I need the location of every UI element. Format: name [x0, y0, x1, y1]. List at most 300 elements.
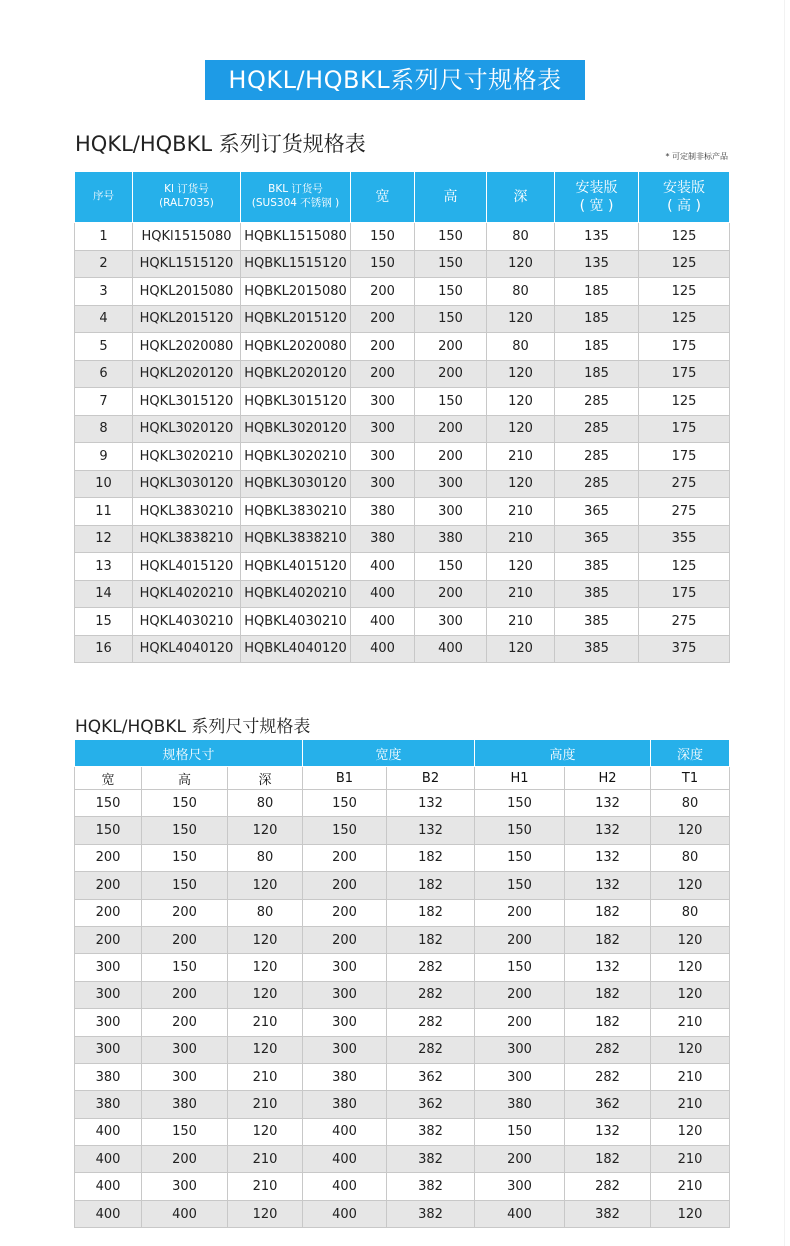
table-row	[75, 580, 730, 608]
table-cell: 200	[415, 360, 487, 388]
table-cell: 365	[555, 525, 639, 553]
table-cell: 150	[475, 872, 565, 899]
dimension-subheader-row	[75, 767, 730, 790]
table-cell: 175	[639, 443, 730, 471]
table-cell: 300	[303, 1036, 387, 1063]
dimension-table-title: HQKL/HQBKL 系列尺寸规格表	[75, 717, 311, 737]
table-row	[75, 1173, 730, 1200]
table-cell: 400	[415, 635, 487, 663]
table-cell: 5	[75, 333, 133, 361]
table-row	[75, 1091, 730, 1118]
table-cell: 150	[415, 553, 487, 581]
table-cell: 120	[651, 817, 730, 844]
table-cell: 300	[351, 443, 415, 471]
custom-note: * 可定制非标产品	[665, 152, 728, 161]
table-cell: 175	[639, 415, 730, 443]
table-cell: 150	[142, 872, 228, 899]
table-cell: 132	[565, 954, 651, 981]
table-cell: 182	[565, 981, 651, 1008]
header-line-1: 深	[513, 188, 528, 205]
table-cell: 16	[75, 635, 133, 663]
table-cell: 80	[651, 844, 730, 871]
table-cell: 210	[651, 1091, 730, 1118]
table-cell: 150	[475, 844, 565, 871]
table-cell: 380	[475, 1091, 565, 1118]
table-cell: 300	[142, 1063, 228, 1090]
table-cell: 385	[555, 580, 639, 608]
table-row	[75, 1063, 730, 1090]
table-cell: HQBKL2020120	[241, 360, 351, 388]
table-cell: 185	[555, 360, 639, 388]
table-cell: 125	[639, 223, 730, 251]
table-cell: HQBKL3015120	[241, 388, 351, 416]
table-cell: 382	[387, 1118, 475, 1145]
dimension-subheader: H1	[475, 767, 565, 790]
table-cell: 282	[565, 1173, 651, 1200]
table-row	[75, 443, 730, 471]
table-cell: 300	[75, 954, 142, 981]
table-cell: 285	[555, 388, 639, 416]
table-cell: 7	[75, 388, 133, 416]
table-cell: 9	[75, 443, 133, 471]
table-cell: 210	[228, 1173, 303, 1200]
table-cell: 300	[475, 1173, 565, 1200]
table-cell: 200	[475, 981, 565, 1008]
table-cell: 300	[75, 1009, 142, 1036]
table-cell: 300	[75, 981, 142, 1008]
table-cell: HQKl1515080	[133, 223, 241, 251]
table-cell: 275	[639, 470, 730, 498]
table-cell: 380	[75, 1063, 142, 1090]
table-cell: 175	[639, 360, 730, 388]
table-cell: 275	[639, 608, 730, 636]
table-row	[75, 817, 730, 844]
table-cell: 200	[303, 844, 387, 871]
table-cell: 1	[75, 223, 133, 251]
table-cell: 132	[565, 817, 651, 844]
table-cell: 80	[487, 278, 555, 306]
table-cell: HQKL4020210	[133, 580, 241, 608]
table-cell: 282	[565, 1063, 651, 1090]
dimension-group-header: 宽度	[303, 740, 475, 767]
table-cell: 382	[387, 1146, 475, 1173]
table-cell: 120	[228, 954, 303, 981]
table-cell: HQBKL2015080	[241, 278, 351, 306]
table-cell: HQKL4030210	[133, 608, 241, 636]
table-cell: 210	[228, 1009, 303, 1036]
table-cell: HQKL3015120	[133, 388, 241, 416]
table-cell: HQBKL2020080	[241, 333, 351, 361]
header-line-1: BKL 订货号	[268, 183, 323, 196]
order-table-header-cell	[487, 172, 555, 223]
table-cell: 150	[475, 790, 565, 817]
header-line-1: 序号	[93, 190, 114, 203]
header-line-1: 安装版	[575, 179, 618, 196]
table-cell: 300	[475, 1036, 565, 1063]
table-cell: 120	[228, 1118, 303, 1145]
table-cell: 200	[475, 926, 565, 953]
table-cell: 200	[142, 981, 228, 1008]
table-cell: 285	[555, 415, 639, 443]
table-cell: 400	[303, 1173, 387, 1200]
table-cell: 150	[415, 278, 487, 306]
table-row	[75, 498, 730, 526]
table-cell: 210	[228, 1063, 303, 1090]
table-row	[75, 981, 730, 1008]
table-cell: HQKL3830210	[133, 498, 241, 526]
table-cell: 282	[387, 981, 475, 1008]
table-cell: HQBKL4015120	[241, 553, 351, 581]
dimension-subheader: 高	[142, 767, 228, 790]
table-cell: HQKL3838210	[133, 525, 241, 553]
table-cell: 120	[487, 360, 555, 388]
table-cell: HQBKL4030210	[241, 608, 351, 636]
table-cell: 13	[75, 553, 133, 581]
dimension-spec-table	[74, 739, 730, 1228]
table-cell: HQBKL3020210	[241, 443, 351, 471]
table-row	[75, 388, 730, 416]
header-line-1: 宽	[375, 188, 390, 205]
table-cell: 282	[387, 1009, 475, 1036]
table-row	[75, 278, 730, 306]
table-cell: 380	[351, 498, 415, 526]
table-cell: 150	[142, 1118, 228, 1145]
table-cell: HQKL2015080	[133, 278, 241, 306]
table-cell: 375	[639, 635, 730, 663]
table-cell: 380	[303, 1063, 387, 1090]
order-table-body	[75, 223, 730, 663]
table-row	[75, 553, 730, 581]
table-cell: 300	[351, 415, 415, 443]
table-cell: 300	[303, 981, 387, 1008]
table-cell: 400	[75, 1146, 142, 1173]
table-cell: 6	[75, 360, 133, 388]
table-cell: 200	[351, 278, 415, 306]
table-cell: 385	[555, 635, 639, 663]
table-cell: 210	[487, 525, 555, 553]
table-cell: 150	[75, 790, 142, 817]
table-cell: 210	[651, 1063, 730, 1090]
table-cell: 135	[555, 223, 639, 251]
table-cell: 150	[415, 388, 487, 416]
table-cell: 400	[303, 1200, 387, 1227]
table-cell: 120	[487, 388, 555, 416]
table-cell: 200	[351, 333, 415, 361]
table-cell: 400	[75, 1118, 142, 1145]
table-cell: 400	[75, 1173, 142, 1200]
header-line-2: ( 宽 )	[579, 198, 614, 214]
dimension-group-header-row	[75, 740, 730, 767]
table-cell: 200	[415, 580, 487, 608]
table-row	[75, 790, 730, 817]
table-cell: 182	[387, 926, 475, 953]
table-cell: 80	[487, 223, 555, 251]
table-cell: 150	[303, 817, 387, 844]
table-cell: 382	[387, 1200, 475, 1227]
table-cell: HQKL2020080	[133, 333, 241, 361]
table-cell: HQBKL1515080	[241, 223, 351, 251]
table-cell: 120	[651, 981, 730, 1008]
table-cell: 120	[487, 305, 555, 333]
order-table-header-cell	[639, 172, 730, 223]
table-cell: 120	[228, 817, 303, 844]
table-cell: 120	[651, 1036, 730, 1063]
table-cell: 120	[651, 1118, 730, 1145]
table-cell: 120	[651, 1200, 730, 1227]
table-cell: HQBKL3020120	[241, 415, 351, 443]
dimension-group-header: 高度	[475, 740, 651, 767]
table-cell: 132	[565, 872, 651, 899]
table-cell: 400	[75, 1200, 142, 1227]
order-table-header-cell	[75, 172, 133, 223]
header-line-1: 安装版	[663, 179, 705, 196]
table-cell: 185	[555, 305, 639, 333]
table-cell: 3	[75, 278, 133, 306]
table-cell: 355	[639, 525, 730, 553]
header-line-2: (RAL7035)	[159, 197, 214, 209]
table-cell: 80	[651, 790, 730, 817]
table-cell: 400	[351, 635, 415, 663]
table-cell: 210	[228, 1146, 303, 1173]
order-table-header-row	[75, 172, 730, 223]
order-table-header-cell	[415, 172, 487, 223]
table-cell: 210	[487, 498, 555, 526]
dimension-subheader: B1	[303, 767, 387, 790]
table-cell: 400	[351, 553, 415, 581]
table-cell: 120	[487, 250, 555, 278]
table-cell: 185	[555, 278, 639, 306]
table-row	[75, 1036, 730, 1063]
table-cell: 210	[651, 1146, 730, 1173]
table-cell: 8	[75, 415, 133, 443]
table-cell: 150	[351, 223, 415, 251]
table-cell: 210	[487, 443, 555, 471]
order-table-header-cell	[133, 172, 241, 223]
table-cell: 80	[651, 899, 730, 926]
table-cell: 120	[487, 553, 555, 581]
table-cell: 282	[387, 1036, 475, 1063]
table-cell: 300	[75, 1036, 142, 1063]
table-cell: HQKL2020120	[133, 360, 241, 388]
table-cell: 120	[487, 635, 555, 663]
table-cell: 150	[142, 817, 228, 844]
table-cell: 11	[75, 498, 133, 526]
table-cell: 125	[639, 250, 730, 278]
table-cell: HQKL1515120	[133, 250, 241, 278]
table-cell: 182	[387, 844, 475, 871]
table-cell: 175	[639, 580, 730, 608]
header-line-2: ( 高 )	[667, 198, 701, 214]
table-cell: 15	[75, 608, 133, 636]
table-cell: 200	[351, 305, 415, 333]
order-table-title: HQKL/HQBKL 系列订货规格表	[75, 132, 366, 156]
table-row	[75, 1009, 730, 1036]
table-cell: 362	[565, 1091, 651, 1118]
table-cell: 200	[303, 872, 387, 899]
table-cell: HQBKL3830210	[241, 498, 351, 526]
order-table-header-cell	[351, 172, 415, 223]
table-cell: 135	[555, 250, 639, 278]
table-cell: 200	[351, 360, 415, 388]
table-cell: 182	[565, 1009, 651, 1036]
table-cell: 150	[142, 844, 228, 871]
table-cell: 300	[415, 470, 487, 498]
table-cell: 210	[228, 1091, 303, 1118]
table-cell: 120	[651, 872, 730, 899]
table-cell: 200	[142, 1009, 228, 1036]
table-row	[75, 525, 730, 553]
table-cell: 150	[415, 250, 487, 278]
header-line-2: (SUS304 不锈钢 )	[251, 197, 340, 209]
table-cell: 4	[75, 305, 133, 333]
dimension-group-header: 规格尺寸	[75, 740, 303, 767]
table-cell: 380	[142, 1091, 228, 1118]
table-cell: 300	[303, 1009, 387, 1036]
table-cell: 400	[351, 580, 415, 608]
table-cell: 282	[565, 1036, 651, 1063]
table-cell: 200	[75, 844, 142, 871]
table-cell: 380	[75, 1091, 142, 1118]
table-row	[75, 1118, 730, 1145]
table-cell: 150	[415, 305, 487, 333]
table-cell: 125	[639, 305, 730, 333]
table-cell: 362	[387, 1091, 475, 1118]
table-cell: 300	[303, 954, 387, 981]
table-cell: 120	[228, 981, 303, 1008]
order-table-header-cell	[241, 172, 351, 223]
table-cell: 380	[303, 1091, 387, 1118]
table-cell: 200	[75, 899, 142, 926]
table-row	[75, 360, 730, 388]
table-cell: 80	[487, 333, 555, 361]
table-cell: 80	[228, 899, 303, 926]
table-cell: 400	[475, 1200, 565, 1227]
table-row	[75, 1146, 730, 1173]
table-cell: 182	[565, 926, 651, 953]
table-cell: 365	[555, 498, 639, 526]
dimension-subheader: H2	[565, 767, 651, 790]
table-cell: HQKL4040120	[133, 635, 241, 663]
page-banner-title: HQKL/HQBKL系列尺寸规格表	[205, 60, 585, 100]
table-row	[75, 250, 730, 278]
table-cell: 300	[142, 1036, 228, 1063]
dimension-subheader: 深	[228, 767, 303, 790]
table-cell: 380	[351, 525, 415, 553]
table-row	[75, 333, 730, 361]
table-cell: 120	[651, 926, 730, 953]
table-cell: 125	[639, 388, 730, 416]
table-cell: 125	[639, 553, 730, 581]
table-cell: 300	[475, 1063, 565, 1090]
order-spec-table	[74, 171, 730, 663]
table-cell: HQBKL3030120	[241, 470, 351, 498]
order-table-header-cell	[555, 172, 639, 223]
table-cell: 132	[565, 1118, 651, 1145]
table-cell: 132	[565, 790, 651, 817]
table-cell: 275	[639, 498, 730, 526]
table-cell: 200	[303, 899, 387, 926]
table-cell: 150	[415, 223, 487, 251]
table-cell: 150	[475, 954, 565, 981]
table-cell: 400	[142, 1200, 228, 1227]
table-row	[75, 844, 730, 871]
table-row	[75, 954, 730, 981]
table-row	[75, 1200, 730, 1227]
table-cell: 120	[487, 470, 555, 498]
table-cell: 132	[565, 844, 651, 871]
table-cell: 400	[303, 1118, 387, 1145]
table-cell: 185	[555, 333, 639, 361]
header-line-1: 高	[443, 188, 458, 205]
table-cell: 300	[415, 608, 487, 636]
table-row	[75, 415, 730, 443]
table-cell: HQBKL4020210	[241, 580, 351, 608]
table-row	[75, 872, 730, 899]
table-cell: 382	[565, 1200, 651, 1227]
table-cell: 182	[565, 1146, 651, 1173]
table-cell: 120	[487, 415, 555, 443]
table-cell: 200	[415, 333, 487, 361]
table-cell: HQKL2015120	[133, 305, 241, 333]
table-cell: 14	[75, 580, 133, 608]
header-line-1: Kl 订货号	[164, 183, 209, 196]
table-cell: 150	[142, 790, 228, 817]
table-cell: HQKL3020210	[133, 443, 241, 471]
table-row	[75, 899, 730, 926]
table-cell: 132	[387, 817, 475, 844]
dimension-table-body	[75, 790, 730, 1228]
table-cell: 200	[142, 899, 228, 926]
table-cell: 300	[142, 1173, 228, 1200]
table-cell: HQKL4015120	[133, 553, 241, 581]
table-cell: 285	[555, 470, 639, 498]
table-cell: HQBKL4040120	[241, 635, 351, 663]
table-row	[75, 635, 730, 663]
table-row	[75, 926, 730, 953]
table-cell: 200	[475, 899, 565, 926]
table-cell: 182	[387, 899, 475, 926]
table-cell: 400	[303, 1146, 387, 1173]
table-cell: 382	[387, 1173, 475, 1200]
dimension-subheader: 宽	[75, 767, 142, 790]
table-cell: 12	[75, 525, 133, 553]
table-row	[75, 223, 730, 251]
table-cell: 210	[651, 1173, 730, 1200]
table-cell: 80	[228, 844, 303, 871]
table-row	[75, 470, 730, 498]
table-cell: 150	[142, 954, 228, 981]
table-cell: 200	[75, 926, 142, 953]
page-edge-line	[784, 0, 785, 1246]
table-cell: 200	[415, 415, 487, 443]
table-cell: 210	[651, 1009, 730, 1036]
table-cell: 400	[351, 608, 415, 636]
table-cell: 120	[228, 1036, 303, 1063]
table-cell: 150	[303, 790, 387, 817]
table-cell: 300	[351, 470, 415, 498]
table-cell: 2	[75, 250, 133, 278]
table-cell: 10	[75, 470, 133, 498]
table-cell: 282	[387, 954, 475, 981]
table-cell: 120	[228, 872, 303, 899]
table-cell: 182	[565, 899, 651, 926]
table-cell: 150	[75, 817, 142, 844]
table-cell: 300	[351, 388, 415, 416]
table-cell: HQKL3030120	[133, 470, 241, 498]
table-cell: HQBKL2015120	[241, 305, 351, 333]
table-cell: HQBKL3838210	[241, 525, 351, 553]
table-cell: 175	[639, 333, 730, 361]
